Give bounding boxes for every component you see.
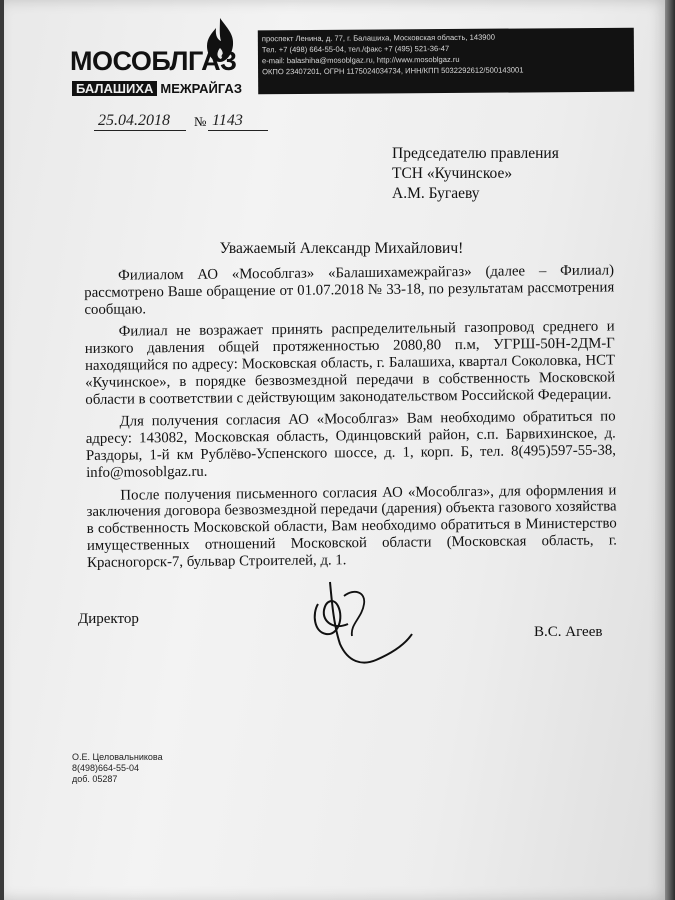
company-logo [70, 14, 256, 96]
addressee-block [392, 144, 559, 204]
info-phones: Тел. +7 (498) 664-55-04, тел./факс +7 (495) 521-36-47 [261, 43, 450, 55]
letter-date: 25.04.2018 [98, 112, 170, 129]
paragraph: Для получения согласия АО «Мособлгаз» Вам необходимо обратиться по адресу: 143082, Московская область, Одинцовский район, с.п. Барвихинское, д. Раздоры, 1-й км Рублёво-Успенского шоссе, д. 1, корп. Б, тел. 8(495)597-55-38, info@mosoblgaz.ru. [85, 408, 617, 481]
paragraph: Филиал не возражает принять распределительный газопровод среднего и низкого давления общей протяженностью 2080,80 п.м, УГРШ-50Н-2ДМ-Г находящийся по адресу: Московская область, г. Балашиха, квартал Соколовка, НСТ «Кучинское», в порядке безвозмездной передачи в собственность Московской области в соответствии с действующим законодательством Российской Федерации. [84, 318, 616, 408]
brand-name: МОСОБЛГАЗ [70, 46, 237, 76]
letter-page [4, 0, 668, 900]
signer-position: Директор [78, 611, 139, 627]
signer-name: В.С. Агеев [534, 624, 603, 640]
letter-number: 1143 [212, 112, 243, 129]
executor-name: О.Е. Целовальникова [72, 752, 163, 762]
salutation: Уважаемый Александр Михайлович! [219, 240, 464, 257]
page-edge-shadow [665, 0, 675, 900]
executor-phone: 8(498)664-55-04 [72, 763, 140, 773]
addressee-title: Председателю правления [392, 145, 559, 162]
info-email: e-mail: balashiha@mosoblgaz.ru, http://www.mosoblgaz.ru [261, 54, 460, 66]
branch-city: БАЛАШИХА [72, 81, 157, 96]
info-address: проспект Ленина, д. 77, г. Балашиха, Московская область, 143900 [261, 32, 495, 44]
branch-suffix: МЕЖРАЙГАЗ [160, 81, 242, 96]
handwritten-signature [304, 574, 416, 674]
info-codes: ОКПО 23407201, ОГРН 1175024034734, ИНН/КПП 5032292612/500143001 [262, 65, 524, 77]
addressee-org: ТСН «Кучинское» [392, 165, 513, 182]
paragraph: Филиалом АО «Мособлгаз» «Балашихамежрайгаз» (далее – Филиал) рассмотрено Ваше обращение от 01.07.2018 № 33-18, по результатам рассмотрения сообщаю. [84, 262, 615, 318]
number-underline [208, 130, 268, 131]
paragraph: После получения письменного согласия АО «Мособлгаз», для оформления и заключения договора безвозмездной передачи (дарения) объекта газового хозяйства в собственность Московской области, Вам необходимо обратиться в Министерство имущественных отношений Московской области (Московская область, г. Красногорск-7, бульвар Строителей, д. 1. [86, 482, 617, 571]
executor-info [72, 752, 163, 785]
branch-name [72, 81, 242, 96]
addressee-name: А.М. Бугаеву [392, 185, 480, 202]
date-underline [94, 130, 186, 131]
letter-body [84, 262, 617, 577]
contact-info-bar [258, 28, 634, 95]
executor-ext: доб. 05287 [72, 774, 118, 784]
number-sign: № [194, 114, 207, 129]
